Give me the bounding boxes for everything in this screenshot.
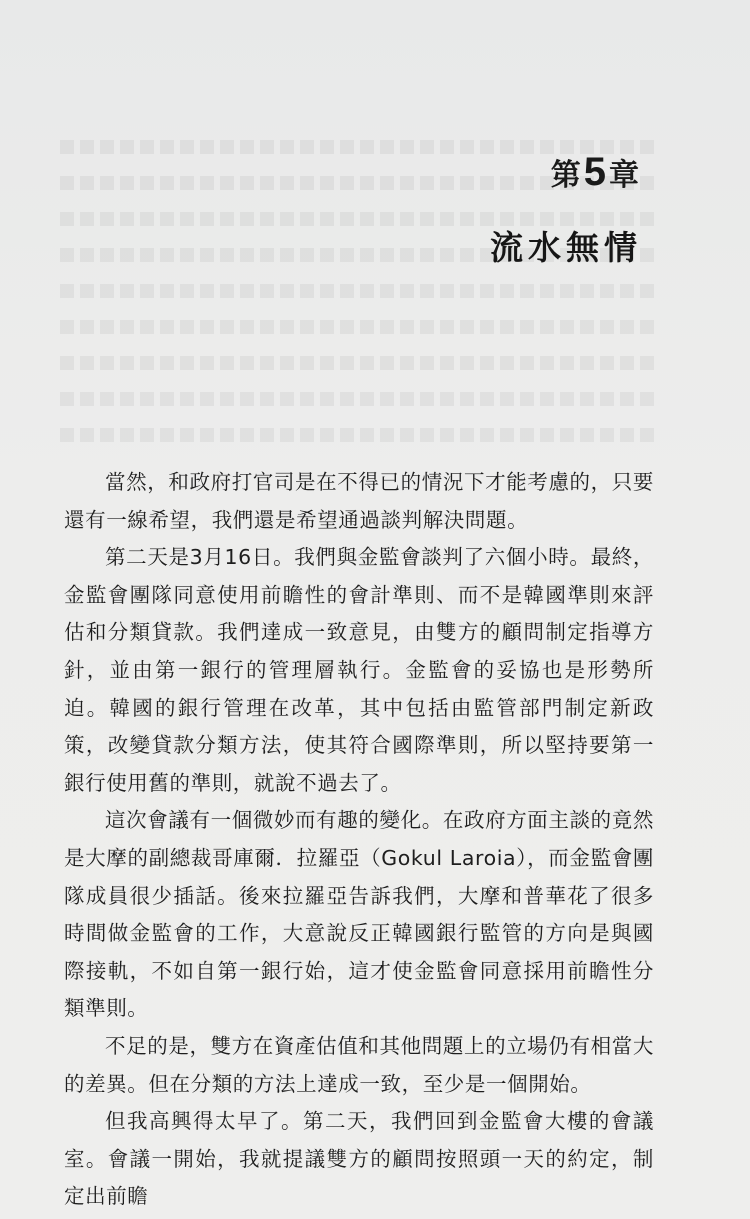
chapter-body: [64, 464, 654, 1216]
chapter-number-digit: 5: [583, 150, 607, 194]
chapter-title: 流水無情: [490, 228, 642, 267]
paragraph-5: 但我高興得太早了。第二天，我們回到金監會大樓的會議室。會議一開始，我就提議雙方的顧問按照頭一天的約定，制定出前瞻: [64, 1109, 654, 1209]
chapter-number: [551, 150, 640, 195]
paragraph-3: 這次會議有一個微妙而有趣的變化。在政府方面主談的竟然是大摩的副總裁哥庫爾．拉羅亞（Gokul Laroia），而金監會團隊成員很少插話。後來拉羅亞告訴我們，大摩和普華花了很多時間做金監會的工作，大意說反正韓國銀行監管的方向是與國際接軌，不如自第一銀行始，這才使金監會同意採用前瞻性分類準則。: [64, 808, 654, 1021]
paragraph-4: 不足的是，雙方在資產估值和其他問題上的立場仍有相當大的差異。但在分類的方法上達成一致，至少是一個開始。: [64, 1033, 654, 1096]
chapter-suffix: 章: [609, 158, 640, 193]
chapter-prefix: 第: [550, 158, 582, 193]
paragraph-2: 第二天是3月16日。我們與金監會談判了六個小時。最終，金監會團隊同意使用前瞻性的會計準則、而不是韓國準則來評估和分類貸款。我們達成一致意見，由雙方的顧問制定指導方針，並由第一銀行的管理層執行。金監會的妥協也是形勢所迫。韓國的銀行管理在改革，其中包括由監管部門制定新政策，改變貸款分類方法，使其符合國際準則，所以堅持要第一銀行使用舊的準則，就說不過去了。: [64, 545, 654, 795]
paragraph-1: 當然，和政府打官司是在不得已的情況下才能考慮的，只要還有一線希望，我們還是希望通過談判解決問題。: [64, 470, 654, 532]
